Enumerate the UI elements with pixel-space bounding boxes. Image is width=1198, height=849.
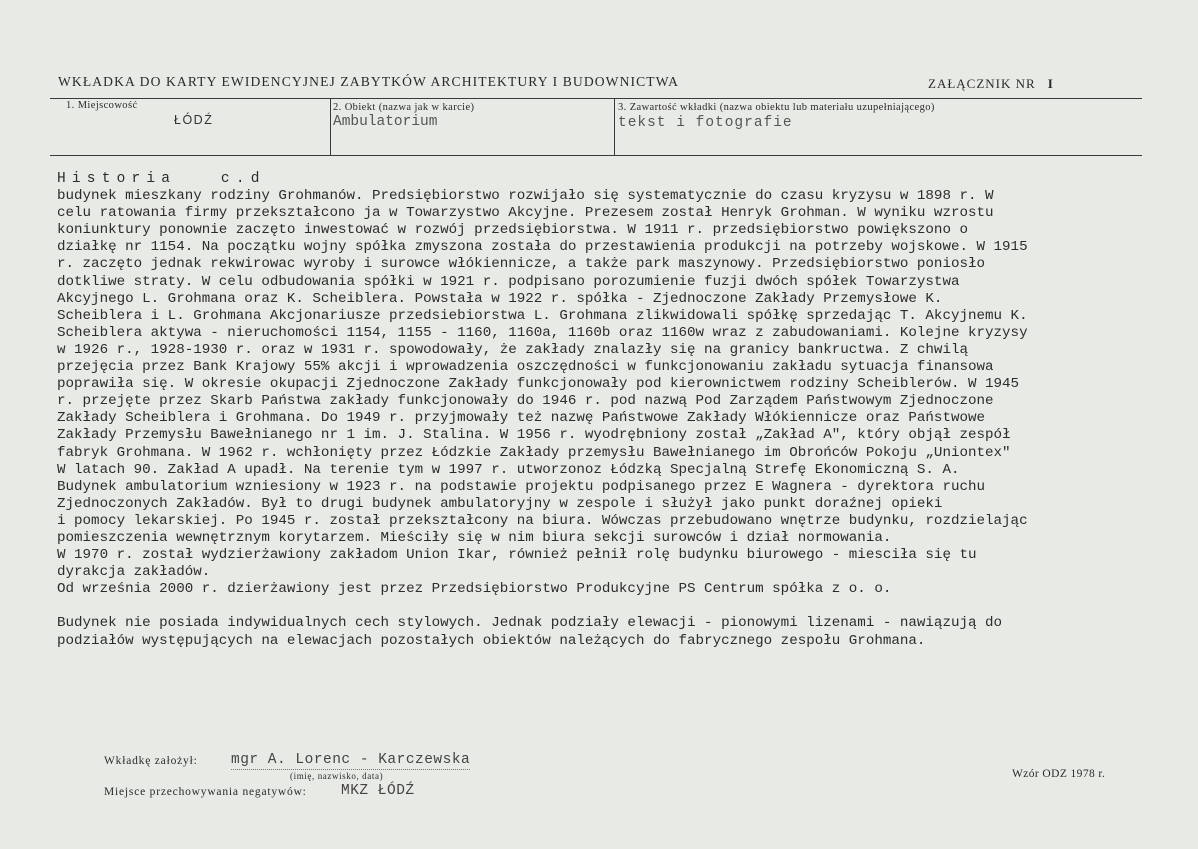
author-value: mgr A. Lorenc - Karczewska <box>231 752 471 768</box>
content-value: tekst i fotografie <box>618 115 793 131</box>
place-label: 1. Miejscowość <box>66 100 138 111</box>
text-line: koniunktury ponownie zaczęto inwestować w rozwój przedsiębiorstwa. W 1911 r. przedsiębiorstwo powiększono o <box>57 222 968 239</box>
text-line: podziałów występujących na elewacjach pozostałych obiektów należących do fabrycznego zespołu Grohmana. <box>57 632 926 649</box>
table-bottom-rule <box>50 155 1142 156</box>
object-value: Ambulatorium <box>333 114 438 130</box>
text-line: przejęcia przez Bank Krajowy 55% akcji i wprowadzenia oszczędności w funkcjonowaniu zakładu sytuacja finansowa <box>57 359 994 376</box>
text-line: r. zaczęto jednak rekwirowac wyroby i surowce włókiennicze, a także park maszynowy. Przedsiębiorstwo poniosło <box>57 256 986 273</box>
paragraph-gap <box>57 598 1139 615</box>
text-line: W 1970 r. został wydzierżawiony zakładom Union Ikar, również pełnił rolę budynku biurowego - miesciła się tu <box>57 547 977 564</box>
text-line: działkę nr 1154. Na początku wojny spółka zmyszona została do przestawienia produkcji na potrzeby wojskowe. W 1915 <box>57 239 1028 256</box>
table-top-rule <box>50 98 1142 99</box>
text-line: fabryk Grohmana. W 1962 r. wchłonięty przez Łódzkie Zakłady przemysłu Bawełnianego im Obrońców Pokoju „Uniontex" <box>57 444 1011 461</box>
place-value: ŁÓDŹ <box>174 113 214 127</box>
closing-text <box>57 615 1139 649</box>
content-label: 3. Zawartość wkładki (nazwa obiektu lub materiału uzupełniającego) <box>618 102 935 113</box>
table-divider-1 <box>330 98 331 155</box>
attachment-label: ZAŁĄCZNIK NR <box>928 76 1036 91</box>
text-line: poprawiła się. W okresie okupacji Zjednoczone Zakłady funkcjonowały pod kierownictwem rodziny Scheiblerów. W 1945 <box>57 376 1020 393</box>
author-label: Wkładkę założył: <box>104 755 198 767</box>
text-line: Zakłady Scheiblera i Grohmana. Do 1949 r. przyjmowały też nazwę Państwowe Zakłady Włókiennicze oraz Państwowe <box>57 410 986 427</box>
author-sublabel: (imię, nazwisko, data) <box>290 771 384 781</box>
document-body <box>57 171 1139 650</box>
history-text <box>57 188 1139 598</box>
text-line: celu ratowania firmy przekształcono ja w Towarzystwo Akcyjne. Prezesem został Henryk Grohman. W wyniku wzrostu <box>57 205 994 222</box>
attachment-number-value: I <box>1047 76 1054 91</box>
text-line: Od września 2000 r. dzierżawiony jest przez Przedsiębiorstwo Produkcyjne PS Centrum spółka z o. o. <box>57 581 892 598</box>
text-line: Budynek ambulatorium wzniesiony w 1923 r. na podstawie projektu podpisanego przez E Wagnera - dyrektora ruchu <box>57 478 986 495</box>
text-line: Budynek nie posiada indywidualnych cech stylowych. Jednak podziały elewacji - pionowymi lizenami - nawiązują do <box>57 615 1003 632</box>
form-code: Wzór ODZ 1978 r. <box>1012 768 1106 780</box>
text-line: Zakłady Przemysłu Bawełnianego nr 1 im. J. Stalina. W 1956 r. wyodrębniony został „Zakład A", który objął zespół <box>57 427 1011 444</box>
table-divider-2 <box>614 98 615 155</box>
storage-value: MKZ ŁÓDŹ <box>341 783 415 799</box>
text-line: w 1926 r., 1928-1930 r. oraz w 1931 r. spowodowały, że zakłady znalazły się na granicy bankructwa. Z chwilą <box>57 341 968 358</box>
text-line: Zjednoczonych Zakładów. Był to drugi budynek ambulatoryjny w zespole i służył jako punkt doraźnej opieki <box>57 495 943 512</box>
text-line: Scheiblera aktywa - nieruchomości 1154, 1155 - 1160, 1160a, 1160b oraz 1160w wraz z zabudowaniami. Kolejne kryzysy <box>57 324 1028 341</box>
text-line: dyrakcja zakładów. <box>57 564 211 581</box>
form-title: WKŁADKA DO KARTY EWIDENCYJNEJ ZABYTKÓW ARCHITEKTURY I BUDOWNICTWA <box>58 74 680 89</box>
attachment-number <box>928 76 1054 92</box>
text-line: pomieszczenia wewnętrznym korytarzem. Mieściły się w nim biura sekcji surowców i dział normowania. <box>57 529 892 546</box>
object-label: 2. Obiekt (nazwa jak w karcie) <box>333 102 475 113</box>
text-line: budynek mieszkany rodziny Grohmanów. Predsiębiorstwo rozwijało się systematycznie do czasu kryzysu w 1898 r. W <box>57 188 994 205</box>
text-line: Scheiblera i L. Grohmana Akcjonariusze przedsiebiorstwa L. Grohmana zlikwidowali spółkę sprzedając T. Akcyjnemu K. <box>57 307 1028 324</box>
text-line: r. przejęte przez Skarb Państwa zakłady funkcjonowały do 1946 r. pod nazwą Pod Zarządem Państwowym Zjednoczone <box>57 393 994 410</box>
history-heading: Historia c.d <box>57 171 266 187</box>
text-line: W latach 90. Zakład A upadł. Na terenie tym w 1997 r. utworzonoz Łódzką Specjalną Strefę Ekonomiczną S. A. <box>57 461 960 478</box>
text-line: dotkliwe straty. W celu odbudowania spółki w 1921 r. podpisano porozumienie fuzji dwóch spółek Towarzystwa <box>57 273 960 290</box>
text-line: Akcyjnego L. Grohmana oraz K. Scheiblera. Powstała w 1922 r. spółka - Zjednoczone Zakłady Przemysłowe K. <box>57 290 943 307</box>
text-line: i pomocy lekarskiej. Po 1945 r. został przekształcony na biura. Wówczas przebudowano wnętrze budynku, rozdzielając <box>57 512 1028 529</box>
storage-label: Miejsce przechowywania negatywów: <box>104 786 307 798</box>
